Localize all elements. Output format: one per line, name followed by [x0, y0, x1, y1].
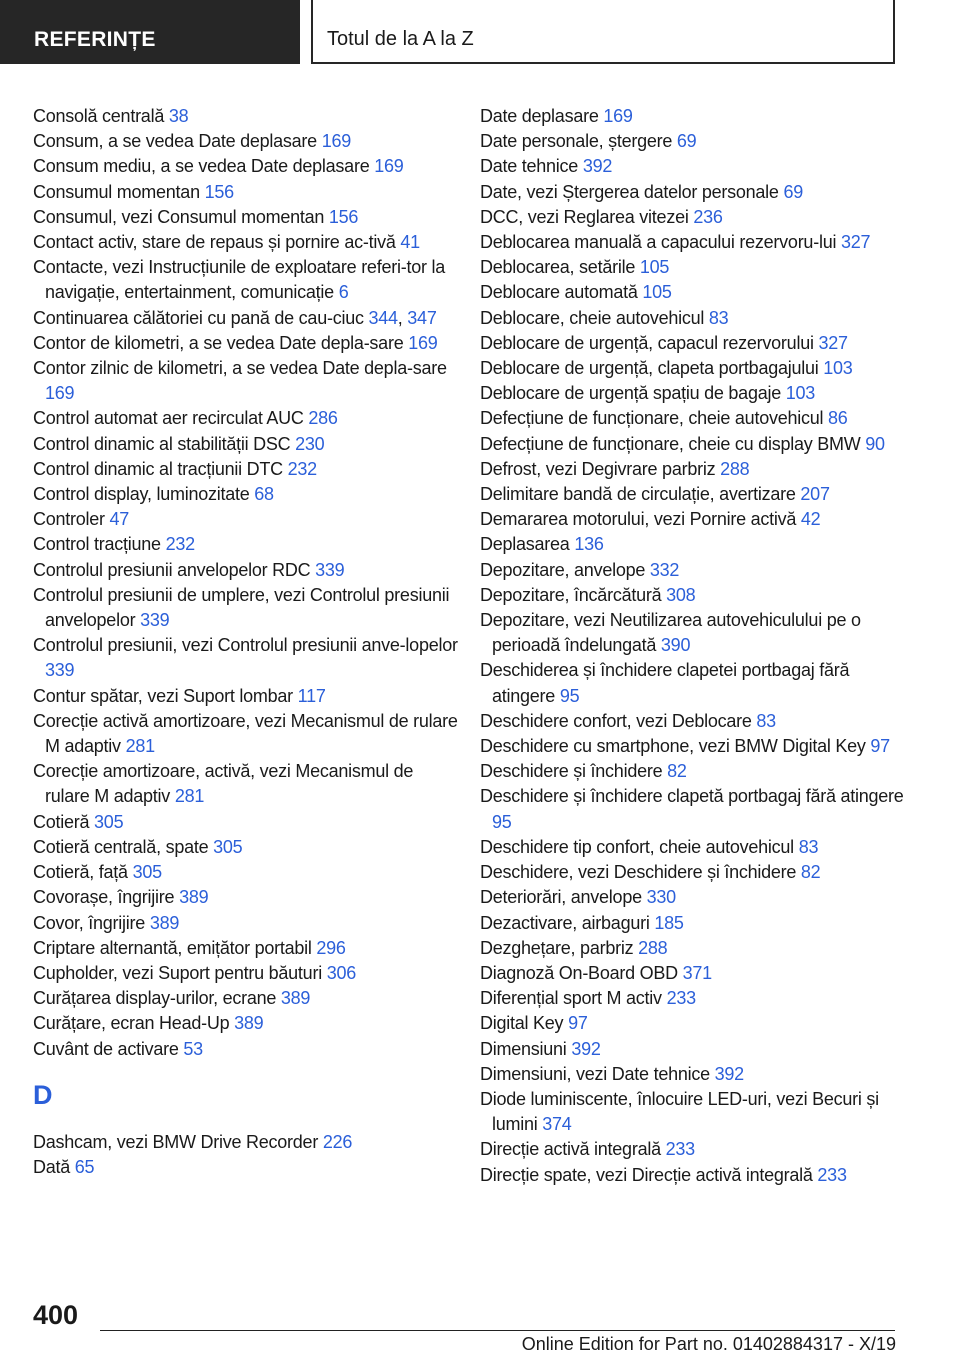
index-entry-text: Defecțiune de funcționare, cheie cu display BMW — [480, 433, 861, 454]
index-entry-text: Continuarea călătoriei cu pană de cau-ciuc — [33, 307, 364, 328]
index-entry — [480, 936, 905, 961]
index-entry-text: Contacte, vezi Instrucțiunile de exploatare referi-tor la navigație, entertainment, comunicație — [33, 257, 445, 303]
index-entry — [33, 331, 458, 356]
page-link[interactable]: 169 — [321, 131, 351, 152]
index-entry — [33, 180, 458, 205]
index-entry-text: Deschidere cu smartphone, vezi BMW Digital Key — [480, 736, 866, 757]
index-entry-text: Deblocare de urgență, clapeta portbagajului — [480, 358, 819, 379]
index-entry — [480, 583, 905, 608]
page-link[interactable]: 286 — [308, 408, 338, 429]
index-entry — [480, 734, 905, 759]
index-entry-text: Defecțiune de funcționare, cheie autovehicul — [480, 408, 824, 429]
index-entry-text: Covor, îngrijire — [33, 912, 146, 933]
index-entry — [33, 860, 458, 885]
index-entry — [480, 835, 905, 860]
page-link[interactable]: 281 — [174, 786, 205, 807]
index-entry — [33, 507, 458, 532]
page-link[interactable]: 288 — [638, 937, 668, 958]
page-link[interactable]: 305 — [213, 836, 243, 857]
index-entry-text: Depozitare, anvelope — [480, 559, 646, 580]
index-entry — [33, 759, 458, 809]
index-entry-text: Corecție activă amortizoare, vezi Mecanismul de rulare M adaptiv — [33, 710, 458, 757]
index-entry-text: Covorașe, îngrijire — [33, 887, 175, 908]
page-link[interactable]: 296 — [316, 937, 346, 958]
index-entry — [480, 306, 905, 331]
index-entry-text: Consolă centrală — [33, 106, 165, 126]
index-entry — [33, 684, 458, 709]
page-number: 400 — [33, 1300, 79, 1330]
page-link[interactable]: 82 — [667, 761, 687, 782]
footer-rule — [100, 1330, 895, 1331]
page-link[interactable]: 83 — [798, 836, 819, 857]
page-link[interactable]: 105 — [642, 282, 672, 303]
index-entry-text: Criptare alternantă, emițător portabil — [33, 937, 312, 958]
index-entry-text: Control automat aer recirculat AUC — [33, 408, 304, 429]
index-entry — [480, 608, 905, 658]
page-link[interactable]: 305 — [94, 811, 124, 832]
index-entry-text: Defrost, vezi Degivrare parbriz — [480, 458, 716, 479]
index-entry — [480, 986, 905, 1011]
index-entry — [33, 633, 458, 683]
page-link[interactable]: 53 — [183, 1038, 203, 1059]
page-link[interactable]: 308 — [666, 584, 696, 605]
index-entry — [33, 129, 458, 154]
index-entry-text: Dezghețare, parbriz — [480, 937, 634, 958]
page-link[interactable]: 83 — [756, 710, 776, 731]
index-entry-text: Contor zilnic de kilometri, a se vedea Date depla-sare — [33, 358, 447, 379]
page-link[interactable]: 374 — [542, 1114, 572, 1135]
index-entry — [480, 709, 905, 734]
index-entry-text: Control tracțiune — [33, 534, 161, 555]
page-link[interactable]: 86 — [828, 408, 848, 429]
index-entry-text: Dashcam, vezi BMW Drive Recorder — [33, 1131, 319, 1152]
index-entry — [33, 583, 458, 633]
page-link[interactable]: 68 — [254, 484, 274, 505]
index-entry — [33, 230, 458, 255]
index-entry-text: Date personale, ștergere — [480, 131, 673, 152]
index-entry-text: Date deplasare — [480, 106, 599, 126]
index-entry — [33, 885, 458, 910]
index-entry — [33, 911, 458, 936]
index-entry — [480, 507, 905, 532]
index-entry-text: Consumul momentan — [33, 181, 200, 202]
index-entry-text: Depozitare, încărcătură — [480, 584, 662, 605]
index-list-d — [33, 1130, 458, 1180]
page-link[interactable]: 69 — [676, 131, 697, 152]
page-link[interactable]: 103 — [823, 358, 853, 379]
page-link[interactable]: 306 — [326, 962, 356, 983]
index-list-c — [33, 104, 458, 1062]
page-link[interactable]: 169 — [603, 106, 633, 126]
index-entry — [480, 280, 905, 305]
page-link[interactable]: 105 — [639, 257, 670, 278]
page-link[interactable]: 389 — [234, 1013, 264, 1034]
index-entry — [480, 180, 905, 205]
index-entry-text: Contact activ, stare de repaus și pornire ac-tivă — [33, 232, 396, 253]
index-entry — [33, 255, 458, 305]
index-entry-text: Deblocare de urgență, capacul rezervorului — [480, 332, 814, 353]
index-entry-text: Contur spătar, vezi Suport lombar — [33, 685, 293, 706]
index-entry-text: Deblocarea manuală a capacului rezervoru-lui — [480, 232, 837, 253]
page-link[interactable]: 69 — [783, 181, 803, 202]
index-entry — [480, 406, 905, 431]
index-column-left — [33, 104, 458, 1180]
index-entry — [33, 1130, 458, 1155]
page-link[interactable]: 332 — [649, 559, 680, 580]
index-entry — [33, 1037, 458, 1062]
index-entry — [33, 558, 458, 583]
page-link[interactable]: 207 — [800, 484, 830, 505]
index-entry-text: Controlul presiunii de umplere, vezi Controlul presiunii anvelopelor — [33, 584, 450, 631]
index-entry-text: Dimensiuni — [480, 1038, 567, 1059]
index-entry-text: Digital Key — [480, 1013, 564, 1034]
index-entry-text: Curățarea display-urilor, ecrane — [33, 988, 277, 1009]
index-entry — [480, 558, 905, 583]
index-entry — [480, 911, 905, 936]
index-entry-text: Deschidere confort, vezi Deblocare — [480, 710, 752, 731]
index-entry — [480, 860, 905, 885]
index-entry-text: Cotieră, față — [33, 862, 128, 883]
index-entry — [480, 356, 905, 381]
footer-text: Online Edition for Part no. 01402884317 - X/19 — [521, 1334, 896, 1354]
index-entry-text: Deblocarea, setările — [480, 257, 636, 278]
page-link[interactable]: 232 — [287, 458, 317, 479]
index-entry — [33, 154, 458, 179]
page-link[interactable]: 371 — [682, 962, 712, 983]
index-entry — [480, 1137, 905, 1162]
index-entry — [33, 432, 458, 457]
page-link[interactable]: 103 — [785, 383, 816, 404]
index-entry — [33, 835, 458, 860]
page-link[interactable]: 339 — [140, 610, 170, 631]
page-link[interactable]: 169 — [374, 156, 404, 177]
index-entry-text: Deschidere și închidere clapetă portbagaj fără atingere — [480, 786, 904, 807]
index-entry-text: Date, vezi Ștergerea datelor personale — [480, 181, 779, 202]
page-link[interactable]: 95 — [559, 685, 580, 706]
index-entry-text: Diagnoză On-Board OBD — [480, 962, 678, 983]
page-link[interactable]: 344 — [368, 307, 398, 328]
index-entry-text: Direcție activă integrală — [480, 1139, 661, 1160]
index-entry-text: Consum mediu, a se vedea Date deplasare — [33, 156, 370, 177]
page-link[interactable]: 42 — [800, 509, 821, 530]
index-entry-text: Controler — [33, 509, 105, 530]
page-link[interactable]: 169 — [408, 332, 438, 353]
index-entry — [33, 1155, 458, 1180]
index-entry-text: Cotieră centrală, spate — [33, 836, 209, 857]
page-link[interactable]: 236 — [693, 206, 723, 227]
index-entry — [480, 381, 905, 406]
index-entry — [480, 432, 905, 457]
index-entry — [480, 532, 905, 557]
index-entry-text: DCC, vezi Reglarea vitezei — [480, 206, 689, 227]
index-entry — [480, 255, 905, 280]
index-entry-text: Controlul presiunii anvelopelor RDC — [33, 559, 311, 580]
index-entry — [480, 457, 905, 482]
index-entry — [480, 205, 905, 230]
index-entry — [33, 986, 458, 1011]
index-entry-text: Cupholder, vezi Suport pentru băuturi — [33, 962, 322, 983]
page-link[interactable]: 327 — [818, 332, 848, 353]
page-link[interactable]: 305 — [132, 862, 162, 883]
index-entry — [33, 104, 458, 129]
page-link[interactable]: 83 — [708, 307, 729, 328]
page-link[interactable]: 389 — [179, 887, 209, 908]
page-link[interactable]: 136 — [574, 534, 604, 555]
page-link[interactable]: 233 — [817, 1164, 847, 1185]
index-entry-text: Deblocare automată — [480, 282, 638, 303]
index-entry — [33, 936, 458, 961]
index-entry-text: Diode luminiscente, înlocuire LED-uri, vezi Becuri și lumini — [480, 1088, 879, 1135]
index-entry-text: Control dinamic al tracțiunii DTC — [33, 458, 283, 479]
page-link[interactable]: 156 — [204, 181, 234, 202]
index-entry — [33, 205, 458, 230]
page-link[interactable]: 392 — [714, 1063, 744, 1084]
page-link[interactable]: 392 — [582, 156, 613, 177]
page-link[interactable]: 97 — [568, 1013, 588, 1034]
index-entry-text: Controlul presiunii, vezi Controlul presiunii anve-lopelor — [33, 635, 458, 656]
index-entry-text: Deblocare de urgență spațiu de bagaje — [480, 383, 781, 404]
page-link[interactable]: 330 — [646, 887, 676, 908]
index-entry — [480, 230, 905, 255]
index-entry-text: Control dinamic al stabilității DSC — [33, 433, 291, 454]
index-entry: Continuarea călătoriei cu pană de cau-ciuc 344, 347 — [33, 307, 437, 328]
page-link[interactable]: 230 — [295, 433, 325, 454]
page-link[interactable]: 339 — [45, 660, 75, 681]
page-link[interactable]: 232 — [165, 534, 195, 555]
index-entry-text: Cuvânt de activare — [33, 1038, 179, 1059]
page-link[interactable]: 185 — [654, 912, 684, 933]
page-link[interactable]: 392 — [571, 1038, 601, 1059]
index-entry — [480, 129, 905, 154]
index-entry — [480, 104, 905, 129]
index-entry-text: Consum, a se vedea Date deplasare — [33, 131, 317, 152]
index-entry — [480, 482, 905, 507]
page-link[interactable]: 47 — [109, 509, 130, 530]
page-link[interactable]: 233 — [665, 1139, 695, 1160]
index-entry — [480, 1163, 905, 1188]
index-entry-text: Deschidere, vezi Deschidere și închidere — [480, 862, 797, 883]
index-entry-text: Control display, luminozitate — [33, 484, 250, 505]
page-link[interactable]: 156 — [328, 206, 359, 227]
index-entry-text: Deplasarea — [480, 534, 570, 555]
page-link[interactable]: 288 — [720, 458, 750, 479]
index-entry-text: Deschidere și închidere — [480, 761, 663, 782]
index-entry — [480, 1087, 905, 1137]
page-link[interactable]: 41 — [400, 232, 420, 253]
index-entry — [33, 457, 458, 482]
section-tab — [0, 0, 300, 64]
index-entry — [480, 961, 905, 986]
page-link[interactable]: 281 — [125, 736, 155, 757]
section-label: REFERINȚE — [34, 28, 156, 51]
index-entry — [33, 810, 458, 835]
page-link[interactable]: 389 — [149, 912, 180, 933]
page-link[interactable]: 389 — [280, 988, 311, 1009]
index-entry-text: Depozitare, vezi Neutilizarea autovehiculului pe o perioadă îndelungată — [480, 610, 861, 656]
index-entry-text: Delimitare bandă de circulație, avertizare — [480, 484, 796, 505]
index-entry-text: Cotieră — [33, 811, 90, 832]
index-entry — [33, 532, 458, 557]
index-entry — [480, 885, 905, 910]
index-entry-text: Direcție spate, vezi Direcție activă integrală — [480, 1164, 813, 1185]
page-link[interactable]: 226 — [322, 1131, 353, 1152]
index-entry — [33, 709, 458, 759]
page-link[interactable]: 390 — [660, 635, 691, 656]
index-entry-text: Deschiderea și închidere clapetei portbagaj fără atingere — [480, 660, 850, 706]
index-entry-text: Deblocare, cheie autovehicul — [480, 307, 705, 328]
index-entry — [33, 406, 458, 431]
page-link[interactable]: 65 — [74, 1156, 95, 1177]
index-entry-text: Contor de kilometri, a se vedea Date depla-sare — [33, 332, 404, 353]
index-entry-text: Date tehnice — [480, 156, 579, 177]
page-link[interactable]: 327 — [840, 232, 871, 253]
index-entry-text: Corecție amortizoare, activă, vezi Mecanismul de rulare M adaptiv — [33, 761, 414, 807]
page-link[interactable]: 339 — [315, 559, 345, 580]
index-entry — [33, 961, 458, 986]
page-title: Totul de la A la Z — [327, 28, 474, 50]
index-entry-text: Demararea motorului, vezi Pornire activă — [480, 509, 797, 530]
index-entry — [480, 154, 905, 179]
index-entry-text: Deschidere tip confort, cheie autovehicul — [480, 836, 794, 857]
page-link[interactable]: 82 — [800, 862, 821, 883]
index-list-d-continued — [480, 104, 905, 1188]
index-entry — [33, 356, 458, 406]
index-entry-text: Diferențial sport M activ — [480, 988, 662, 1009]
page-link[interactable]: 97 — [870, 736, 890, 757]
index-entry-text: Curățare, ecran Head-Up — [33, 1013, 230, 1034]
index-column-right — [480, 104, 905, 1188]
index-entry — [480, 759, 905, 784]
index-entry-text: Dezactivare, airbaguri — [480, 912, 650, 933]
page-link[interactable]: 233 — [666, 988, 696, 1009]
index-entry — [480, 784, 905, 834]
index-entry-text: Dimensiuni, vezi Date tehnice — [480, 1063, 710, 1084]
page-header — [311, 0, 895, 64]
page-link[interactable]: 38 — [168, 106, 189, 126]
page-link[interactable]: 117 — [297, 685, 326, 706]
index-entry — [33, 1011, 458, 1036]
page-link[interactable]: 347 — [407, 307, 437, 328]
index-entry-text: Consumul, vezi Consumul momentan — [33, 206, 325, 227]
page-link[interactable]: 90 — [865, 433, 885, 454]
index-entry-text: Deteriorări, anvelope — [480, 887, 642, 908]
index-entry-text: Dată — [33, 1156, 71, 1177]
index-entry — [480, 1011, 905, 1036]
index-entry — [480, 331, 905, 356]
index-entry — [33, 482, 458, 507]
index-entry — [480, 658, 905, 708]
page-link[interactable]: 95 — [492, 811, 512, 832]
section-letter: D — [33, 1079, 53, 1110]
page-link[interactable]: 169 — [45, 383, 75, 404]
index-entry — [480, 1062, 905, 1087]
index-entry — [480, 1037, 905, 1062]
page-link[interactable]: 6 — [338, 282, 349, 303]
